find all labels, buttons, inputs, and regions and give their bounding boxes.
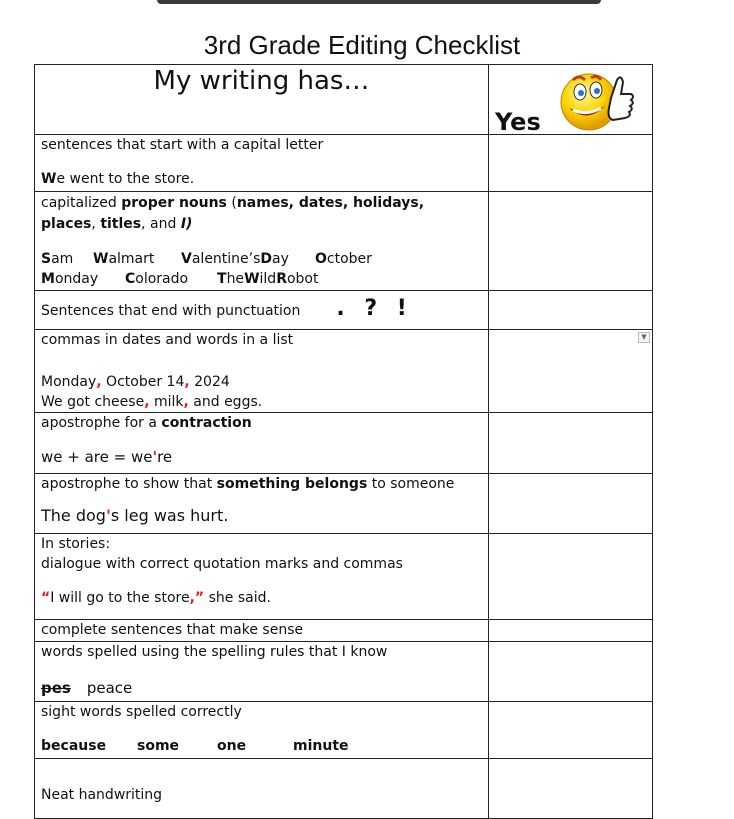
example-text: The dog's leg was hurt. — [41, 506, 229, 525]
criterion-text: sentences that start with a capital letter — [41, 137, 324, 153]
example-word: Colorado — [125, 271, 189, 287]
header-row — [35, 65, 653, 135]
example-word: Walmart — [93, 251, 155, 267]
example-word: TheWildRobot — [217, 271, 319, 287]
criterion-text: Sentences that end with punctuation — [41, 303, 301, 319]
example-word: Valentine’sDay — [181, 251, 289, 267]
criterion-text: Neat handwriting — [41, 786, 163, 803]
row-complete-sentences — [35, 620, 653, 642]
misspelled-word: pes — [41, 679, 71, 697]
row-capital-letter — [35, 135, 653, 192]
criterion-cell — [35, 291, 489, 330]
criterion-cell — [35, 642, 489, 702]
window-top-bar — [157, 0, 601, 4]
example-text: we + are = we're — [41, 448, 173, 466]
criterion-text-1: In stories: — [41, 536, 111, 552]
example-text — [41, 169, 482, 189]
example-capital: W — [41, 171, 57, 187]
yes-cell[interactable] — [489, 474, 653, 534]
row-possessive — [35, 474, 653, 534]
row-proper-nouns — [35, 192, 653, 291]
row-spelling — [35, 642, 653, 702]
text-part: titles — [100, 216, 142, 232]
row-dialogue — [35, 534, 653, 620]
yes-cell[interactable] — [489, 642, 653, 702]
criterion-cell — [35, 330, 489, 413]
punctuation-marks: . ? ! — [336, 296, 413, 321]
example-word: Monday — [41, 271, 99, 287]
criterion-text — [41, 193, 482, 235]
criterion-cell — [35, 192, 489, 291]
checklist-table — [34, 64, 653, 819]
criterion-cell — [35, 474, 489, 534]
text-part: proper nouns — [121, 195, 227, 211]
header-yes-cell — [489, 65, 653, 135]
sight-words-list — [41, 736, 482, 756]
text-part: ( — [226, 195, 237, 211]
row-punctuation — [35, 291, 653, 330]
criterion-text: apostrophe to show that something belongs to someone — [41, 476, 455, 492]
criterion-cell — [35, 413, 489, 474]
example-line-1 — [41, 249, 482, 269]
example-word: Sam — [41, 251, 74, 267]
criterion-text: words spelled using the spelling rules that I know — [41, 644, 388, 660]
text-part: capitalized — [41, 195, 122, 211]
criterion-cell — [35, 135, 489, 192]
yes-cell[interactable] — [489, 413, 653, 474]
criterion-text: sight words spelled correctly — [41, 704, 242, 720]
example-text — [41, 678, 482, 698]
yes-cell[interactable] — [489, 291, 653, 330]
sight-word: one — [217, 738, 247, 754]
yes-cell[interactable] — [489, 620, 653, 642]
yes-cell[interactable] — [489, 192, 653, 291]
header-my-writing: My writing has… — [35, 65, 489, 135]
sight-word: some — [137, 738, 180, 754]
criterion-text: apostrophe for a contraction — [41, 415, 252, 431]
example-line-2 — [41, 269, 482, 289]
criterion-cell — [35, 702, 489, 759]
yes-cell[interactable] — [489, 534, 653, 620]
example-text: “I will go to the store,” she said. — [41, 590, 271, 606]
text-part: , and — [141, 216, 181, 232]
thumbs-up-smiley-icon — [559, 68, 639, 134]
header-yes: Yes — [495, 108, 541, 136]
row-neat-handwriting — [35, 759, 653, 819]
criterion-cell — [35, 759, 489, 819]
criterion-text: complete sentences that make sense — [41, 622, 304, 638]
text-part: , — [91, 216, 101, 232]
example-word: October — [315, 251, 372, 267]
example-date: Monday, October 14, 2024 — [41, 374, 230, 390]
example-rest: e went to the store. — [56, 171, 195, 187]
row-commas — [35, 330, 653, 413]
text-part: I) — [180, 216, 193, 232]
example-list: We got cheese, milk, and eggs. — [41, 394, 263, 410]
text-part: names, dates, holidays, places — [41, 195, 425, 232]
criterion-cell — [35, 534, 489, 620]
dropdown-arrow-icon[interactable]: ▼ — [638, 332, 650, 343]
correct-word: peace — [86, 679, 133, 697]
yes-cell[interactable] — [489, 135, 653, 192]
criterion-text-2: dialogue with correct quotation marks and commas — [41, 556, 403, 572]
row-sight-words — [35, 702, 653, 759]
row-contraction — [35, 413, 653, 474]
sight-word: minute — [293, 738, 349, 754]
criterion-text: commas in dates and words in a list — [41, 332, 294, 348]
yes-cell[interactable] — [489, 330, 653, 413]
criterion-cell — [35, 620, 489, 642]
yes-cell[interactable] — [489, 702, 653, 759]
sight-word: because — [41, 738, 107, 754]
yes-cell[interactable] — [489, 759, 653, 819]
page-title: 3rd Grade Editing Checklist — [203, 30, 521, 60]
